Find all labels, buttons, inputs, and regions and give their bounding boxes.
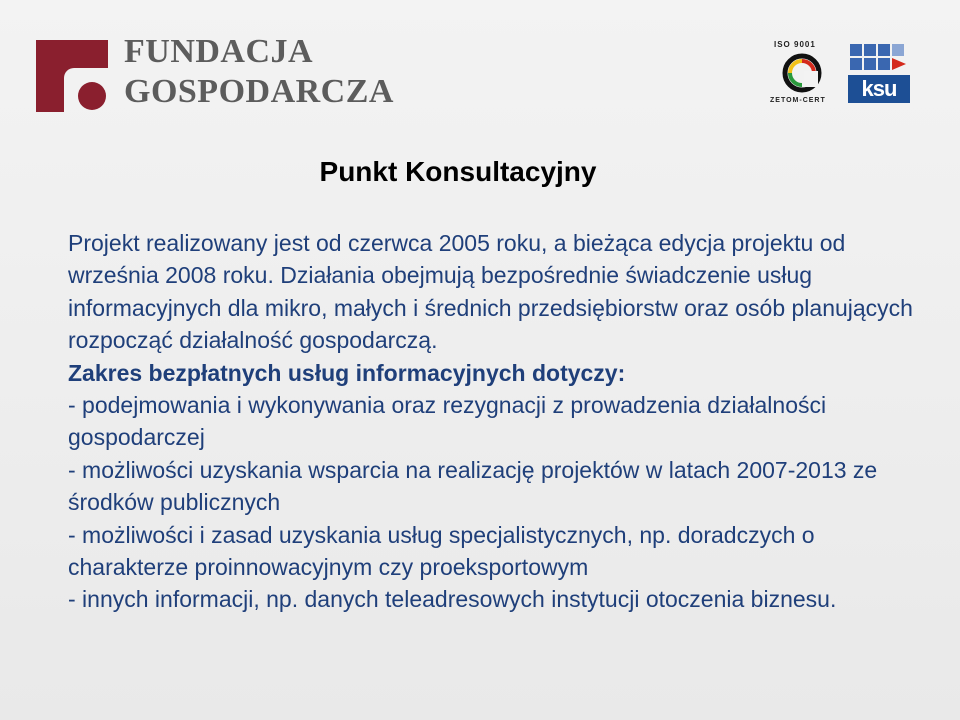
content-body (68, 227, 928, 616)
ksu-logo (848, 42, 910, 104)
page-title: Punkt Konsultacyjny (319, 156, 597, 187)
ksu-grid-icon (848, 42, 910, 74)
fundacja-logo-icon (36, 40, 108, 112)
intro-paragraph: Projekt realizowany jest od czerwca 2005 roku, a bieżąca edycja projektu od września 2008 roku. Działania obejmują bezpośrednie świadczenie usług informacyjnych dla mikro, małych i średnich przedsiębiorstw oraz osób planujących rozpocząć działalność gospodarczą. (68, 230, 913, 354)
iso-cert-badge (770, 40, 832, 110)
scope-heading: Zakres bezpłatnych usług informacyjnych dotyczy: (68, 359, 626, 386)
logo-text (124, 32, 394, 112)
logo-line-2: GOSPODARCZA (124, 73, 394, 110)
scope-item: - możliwości i zasad uzyskania usług specjalistycznych, np. doradczych o charakterze proinnowacyjnym czy proeksportowym (68, 521, 815, 581)
scope-item: - innych informacji, np. danych teleadresowych instytucji otoczenia biznesu. (68, 586, 837, 613)
logo-line-1: FUNDACJA (124, 33, 314, 70)
scope-item: - możliwości uzyskania wsparcia na realizację projektów w latach 2007-2013 ze środków publicznych (68, 456, 878, 516)
cert-label: ZETOM-CERT (770, 97, 826, 104)
header (0, 0, 960, 130)
iso-label: ISO 9001 (774, 40, 816, 49)
iso-ring-icon (782, 53, 822, 93)
scope-item: - podejmowania i wykonywania oraz rezygnacji z prowadzenia działalności gospodarczej (68, 392, 827, 451)
ksu-label: ksu (848, 75, 910, 103)
